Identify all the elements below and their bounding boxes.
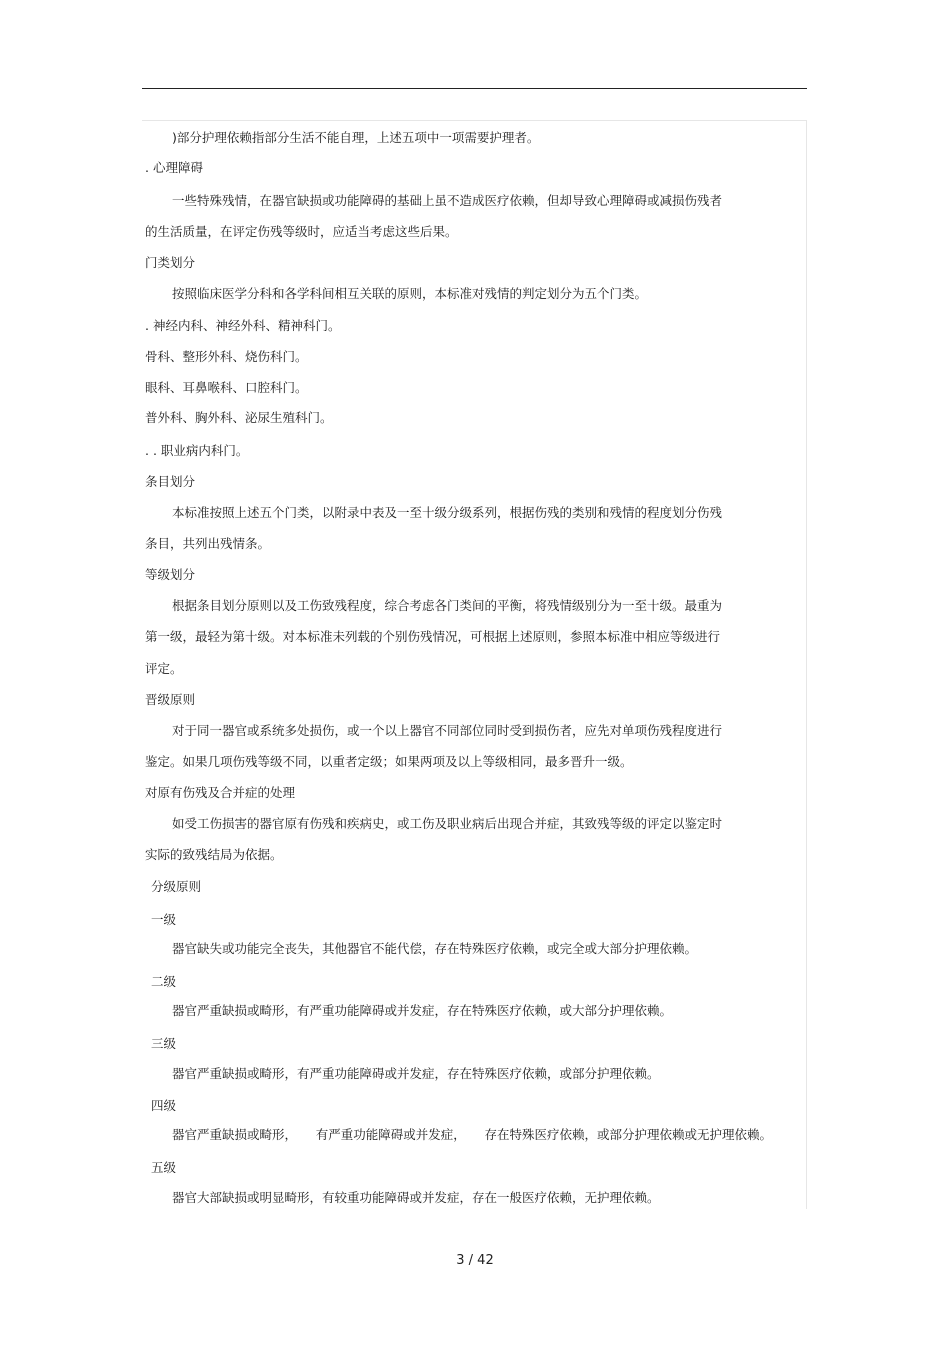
paragraph-line: 评定。 — [145, 661, 183, 676]
grade-description: 器官缺失或功能完全丧失，其他器官不能代偿，存在特殊医疗依赖，或完全或大部分护理依赖。 — [172, 941, 698, 956]
section-heading: 条目划分 — [145, 474, 196, 489]
section-heading: 对原有伤残及合并症的处理 — [145, 785, 296, 800]
list-item: 眼科、耳鼻喉科、口腔科门。 — [145, 380, 308, 395]
grade-heading: 五级 — [151, 1160, 177, 1175]
grade-description: 器官严重缺损或畸形， 有严重功能障碍或并发症， 存在特殊医疗依赖，或部分护理依赖或无护理依赖。 — [172, 1127, 773, 1142]
paragraph-line: 条目，共列出残情条。 — [145, 536, 271, 551]
header-rule — [142, 88, 807, 89]
paragraph-line: 实际的致残结局为依据。 — [145, 847, 283, 862]
grade-heading: 二级 — [151, 974, 177, 989]
paragraph-line: 按照临床医学分科和各学科间相互关联的原则，本标准对残情的判定划分为五个门类。 — [172, 286, 648, 301]
paragraph-line: 如受工伤损害的器官原有伤残和疾病史，或工伤及职业病后出现合并症，其致残等级的评定以鉴定时 — [172, 816, 723, 831]
list-item: . 神经内科、神经外科、精神科门。 — [145, 318, 341, 333]
paragraph-line: 根据条目划分原则以及工伤致残程度，综合考虑各门类间的平衡，将残情级别分为一至十级。最重为 — [172, 598, 723, 613]
content-frame — [142, 120, 807, 1209]
list-item: 普外科、胸外科、泌尿生殖科门。 — [145, 410, 333, 425]
section-heading: 分级原则 — [151, 879, 202, 894]
grade-description: 器官严重缺损或畸形，有严重功能障碍或并发症，存在特殊医疗依赖，或部分护理依赖。 — [172, 1066, 660, 1081]
paragraph-line: 第一级，最轻为第十级。对本标准未列载的个别伤残情况，可根据上述原则，参照本标准中相应等级进行 — [145, 629, 721, 644]
list-item: . . 职业病内科门。 — [145, 443, 249, 458]
text-line: )部分护理依赖指部分生活不能自理，上述五项中一项需要护理者。 — [172, 130, 540, 145]
section-heading: . 心理障碍 — [145, 160, 203, 175]
grade-description: 器官大部缺损或明显畸形，有较重功能障碍或并发症，存在一般医疗依赖，无护理依赖。 — [172, 1190, 660, 1205]
grade-heading: 四级 — [151, 1098, 177, 1113]
grade-description: 器官严重缺损或畸形，有严重功能障碍或并发症，存在特殊医疗依赖，或大部分护理依赖。 — [172, 1003, 673, 1018]
paragraph-line: 的生活质量，在评定伤残等级时，应适当考虑这些后果。 — [145, 224, 458, 239]
section-heading: 晋级原则 — [145, 692, 196, 707]
grade-heading: 一级 — [151, 912, 177, 927]
paragraph-line: 本标准按照上述五个门类，以附录中表及一至十级分级系列，根据伤残的类别和残情的程度划分伤残 — [172, 505, 723, 520]
paragraph-line: 鉴定。如果几项伤残等级不同，以重者定级；如果两项及以上等级相同，最多晋升一级。 — [145, 754, 633, 769]
list-item: 骨科、整形外科、烧伤科门。 — [145, 349, 308, 364]
section-heading: 等级划分 — [145, 567, 196, 582]
section-heading: 门类划分 — [145, 255, 196, 270]
grade-heading: 三级 — [151, 1036, 177, 1051]
page-number: 3 / 42 — [456, 1253, 494, 1268]
paragraph-line: 一些特殊残情，在器官缺损或功能障碍的基础上虽不造成医疗依赖，但却导致心理障碍或减损伤残者 — [172, 193, 723, 208]
paragraph-line: 对于同一器官或系统多处损伤，或一个以上器官不同部位同时受到损伤者，应先对单项伤残程度进行 — [172, 723, 723, 738]
